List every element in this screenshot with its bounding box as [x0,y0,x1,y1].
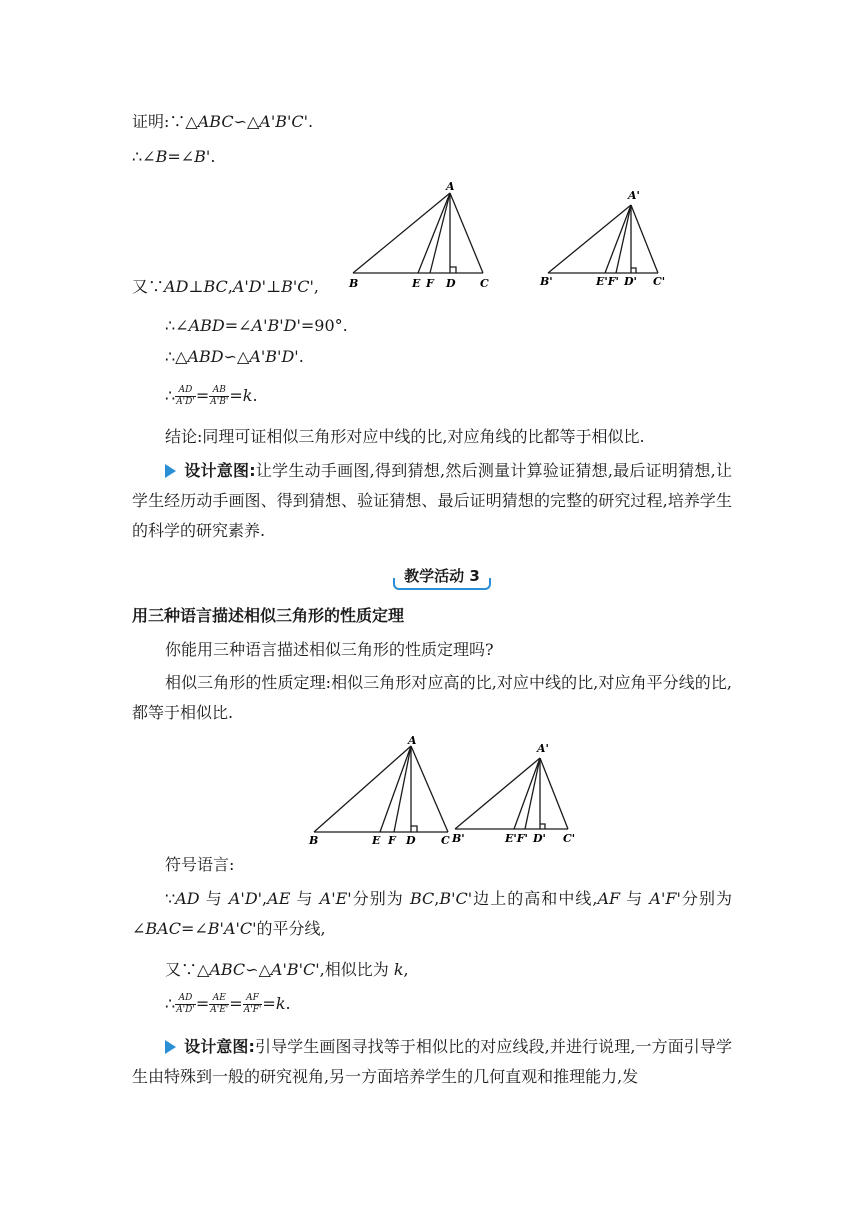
play-triangle-icon [165,1040,176,1054]
fig1-label-D-prime: D' [624,275,637,288]
symbol-line-3: 又∵△ABC∽△A'B'C',相似比为 k, [165,960,409,979]
fraction-ae: $\frac{AE}{A'E'}$ [210,993,229,1015]
fig2-label-E: E [372,834,381,847]
figure-1-left-triangle [353,193,483,273]
fig2-label-A-prime: A' [537,742,549,755]
fraction-ab: $\frac{AB}{A'B'}$ [210,385,229,407]
fig1-label-C: C [480,277,489,290]
activity-3-theorem: 相似三角形的性质定理:相似三角形对应高的比,对应中线的比,对应角平分线的比,都等于相似比. [132,673,732,722]
proof-line-5: ∴△ABD∽△A'B'D'. [165,347,304,366]
conclusion: 结论:同理可证相似三角形对应中线的比,对应角线的比都等于相似比. [165,427,645,446]
fig1-label-A: A [446,180,455,193]
symbol-statement: ∵AD 与 A'D',AE 与 A'E'分别为 BC,B'C'边上的高和中线,AF 与 A'F'分别为∠BAC=∠B'A'C'的平分线, [132,889,732,938]
fig2-label-D-prime: D' [533,832,546,845]
fig1-label-EF-prime: E'F' [596,275,619,288]
fig1-label-B: B [349,277,359,290]
proof-line-6: ∴ $\frac{AD}{A'D'}$ = $\frac{AB}{A'B'}$ =k. [165,385,258,407]
fig1-label-B-prime: B' [540,275,553,288]
symbol-language-label: 符号语言: [165,855,235,874]
fig2-label-B: B [309,834,319,847]
fig2-label-D: D [406,834,416,847]
fig2-label-C: C [441,834,450,847]
proof-line-3: 又∵AD⊥BC,A'D'⊥B'C', [132,277,319,296]
figure-1 [340,178,680,294]
fig2-label-C-prime: C' [563,832,576,845]
activity-3-subtitle: 用三种语言描述相似三角形的性质定理 [132,606,405,625]
figure-2 [300,732,590,848]
figure-2-left-triangle [314,746,448,832]
proof-line-4: ∴∠ABD=∠A'B'D'=90°. [165,316,348,335]
proof-line-2: ∴∠B=∠B'. [132,147,216,166]
activity-3-heading: 教学活动 3 [399,564,485,590]
design-intent-1: 设计意图:让学生动手画图,得到猜想,然后测量计算验证猜想,最后证明猜想,让学生经历动手画图、得到猜想、验证猜想、最后证明猜想的完整的研究过程,培养学生的科学的研究素养. [132,461,732,540]
figure-1-right-triangle [548,205,658,273]
fig1-label-D: D [446,277,456,290]
fig1-label-F: F [426,277,434,290]
fraction-ad: $\frac{AD}{A'D'}$ [176,385,195,407]
fraction-ad-2: $\frac{AD}{A'D'}$ [176,993,195,1015]
fig2-label-B-prime: B' [452,832,465,845]
symbol-line-4: ∴ $\frac{AD}{A'D'}$ = $\frac{AE}{A'E'}$ = $\frac{AF}{A'F'}$ =k. [165,993,291,1015]
proof-line-1: 证明:∵△ABC∽△A'B'C'. [132,112,314,131]
fig2-label-EF-prime: E'F' [505,832,528,845]
design-intent-2: 设计意图:引导学生画图寻找等于相似比的对应线段,并进行说理,一方面引导学生由特殊到一般的研究视角,另一方面培养学生的几何直观和推理能力,发 [132,1037,732,1086]
figure-2-right-triangle [455,758,568,829]
activity-3-question: 你能用三种语言描述相似三角形的性质定理吗? [165,640,494,659]
fig1-label-C-prime: C' [653,275,666,288]
fraction-af: $\frac{AF}{A'F'}$ [243,993,262,1015]
fig1-label-A-prime: A' [628,189,640,202]
fig1-label-E: E [412,277,421,290]
play-triangle-icon [165,464,176,478]
fig2-label-A: A [408,734,417,747]
fig2-label-F: F [388,834,396,847]
